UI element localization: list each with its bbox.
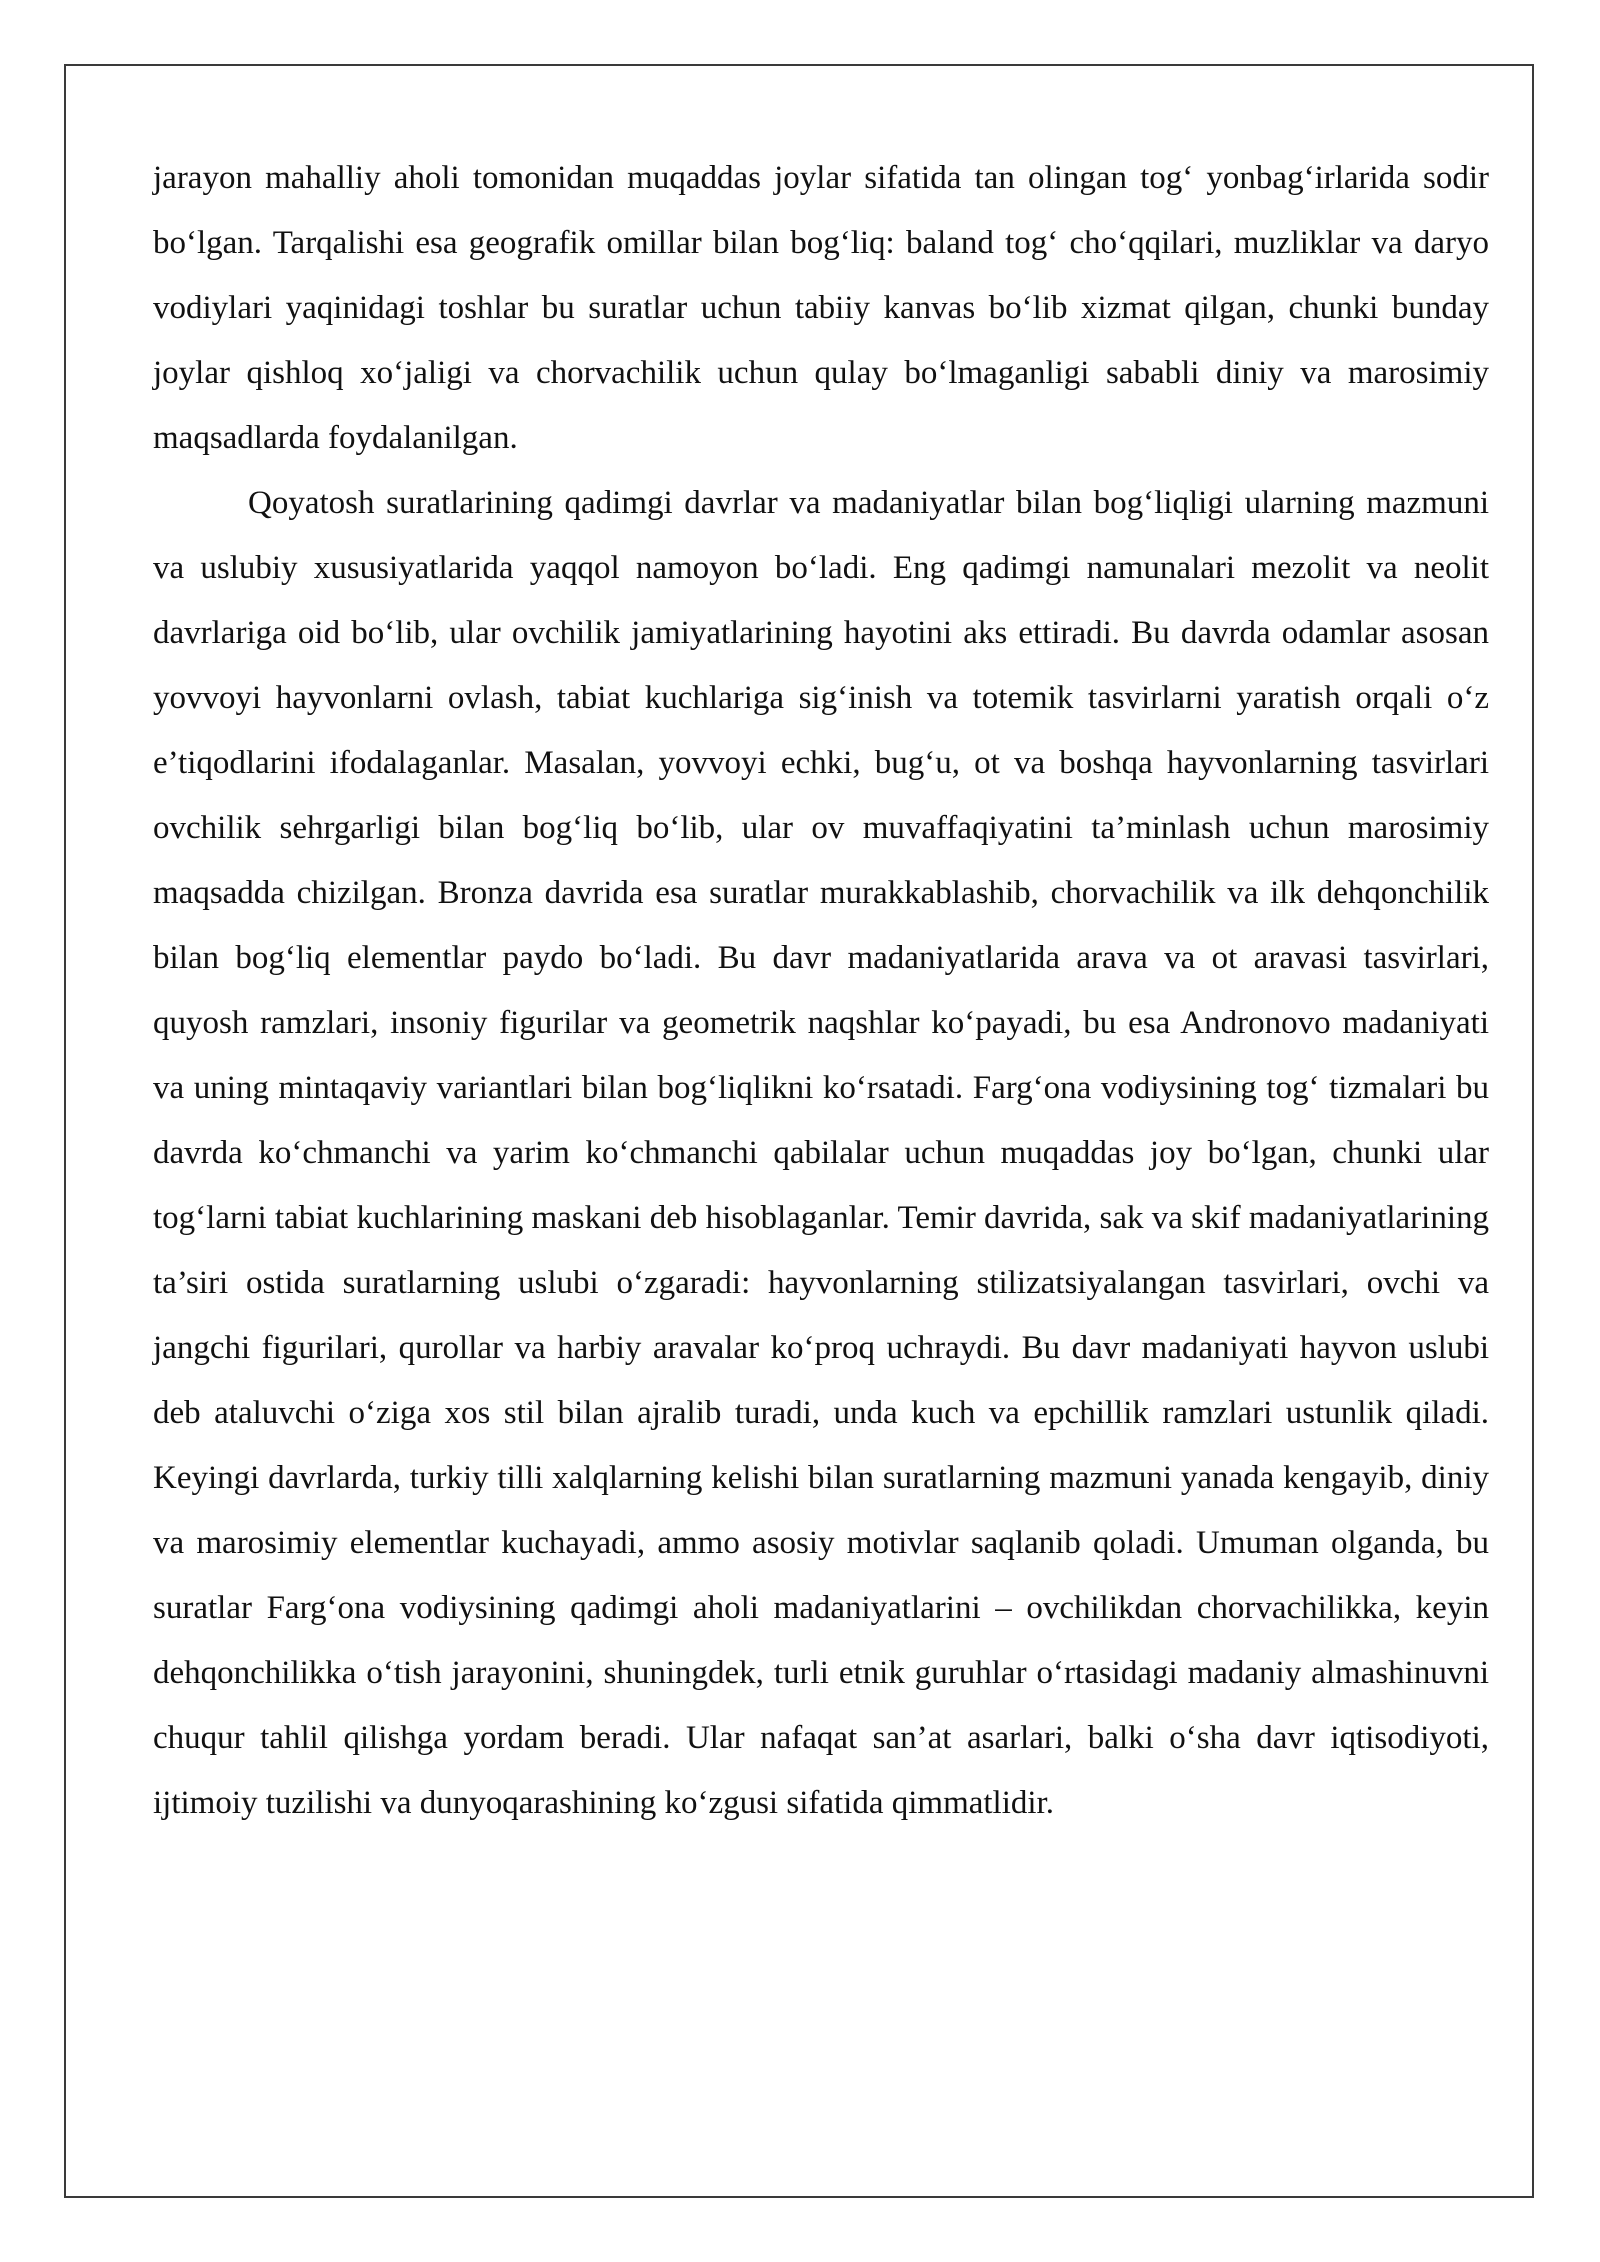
paragraph-2: Qoyatosh suratlarining qadimgi davrlar va madaniyatlar bilan bog‘liqligi ularning mazmuni va uslubiy xususiyatlarida yaqqol namoyon bo‘ladi. Eng qadimgi namunalari mezolit va neolit davrlariga oid bo‘lib, ular ovchilik jamiyatlarining hayotini aks ettiradi. Bu davrda odamlar asosan yovvoyi hayvonlarni ovlash, tabiat kuchlariga sig‘inish va totemik tasvirlarni yaratish orqali o‘z e’tiqodlarini ifodalaganlar. Masalan, yovvoyi echki, bug‘u, ot va boshqa hayvonlarning tasvirlari ovchilik sehrgarligi bilan bog‘liq bo‘lib, ular ov muvaffaqiyatini ta’minlash uchun marosimiy maqsadda chizilgan. Bronza davrida esa suratlar murakkablashib, chorvachilik va ilk dehqonchilik bilan bog‘liq elementlar paydo bo‘ladi. Bu davr madaniyatlarida arava va ot aravasi tasvirlari, quyosh ramzlari, insoniy figurilar va geometrik naqshlar ko‘payadi, bu esa Andronovo madaniyati va uning mintaqaviy variantlari bilan bog‘liqlikni ko‘rsatadi. Farg‘ona vodiysining tog‘ tizmalari bu davrda ko‘chmanchi va yarim ko‘chmanchi qabilalar uchun muqaddas joy bo‘lgan, chunki ular tog‘larni tabiat kuchlarining maskani deb hisoblaganlar. Temir davrida, sak va skif madaniyatlarining ta’siri ostida suratlarning uslubi o‘zgaradi: hayvonlarning stilizatsiyalangan tasvirlari, ovchi va jangchi figurilari, qurollar va harbiy aravalar ko‘proq uchraydi. Bu davr madaniyati hayvon uslubi deb ataluvchi o‘ziga xos stil bilan ajralib turadi, unda kuch va epchillik ramzlari ustunlik qiladi. Keyingi davrlarda, turkiy tilli xalqlarning kelishi bilan suratlarning mazmuni yanada kengayib, diniy va marosimiy elementlar kuchayadi, ammo asosiy motivlar saqlanib qoladi. Umuman olganda, bu suratlar Farg‘ona vodiysining qadimgi aholi madaniyatlarini – ovchilikdan chorvachilikka, keyin dehqonchilikka o‘tish jarayonini, shuningdek, turli etnik guruhlar o‘rtasidagi madaniy almashinuvni chuqur tahlil qilishga yordam beradi. Ular nafaqat san’at asarlari, balki o‘sha davr iqtisodiyoti, ijtimoiy tuzilishi va dunyoqarashining ko‘zgusi sifatida qimmatlidir. [153,485,1489,1821]
document-body [153,146,1489,1836]
paragraph-1: jarayon mahalliy aholi tomonidan muqaddas joylar sifatida tan olingan tog‘ yonbag‘irlarida sodir bo‘lgan. Tarqalishi esa geografik omillar bilan bog‘liq: baland tog‘ cho‘qqilari, muzliklar va daryo vodiylari yaqinidagi toshlar bu suratlar uchun tabiiy kanvas bo‘lib xizmat qilgan, chunki bunday joylar qishloq xo‘jaligi va chorvachilik uchun qulay bo‘lmaganligi sababli diniy va marosimiy maqsadlarda foydalanilgan. [153,160,1489,456]
